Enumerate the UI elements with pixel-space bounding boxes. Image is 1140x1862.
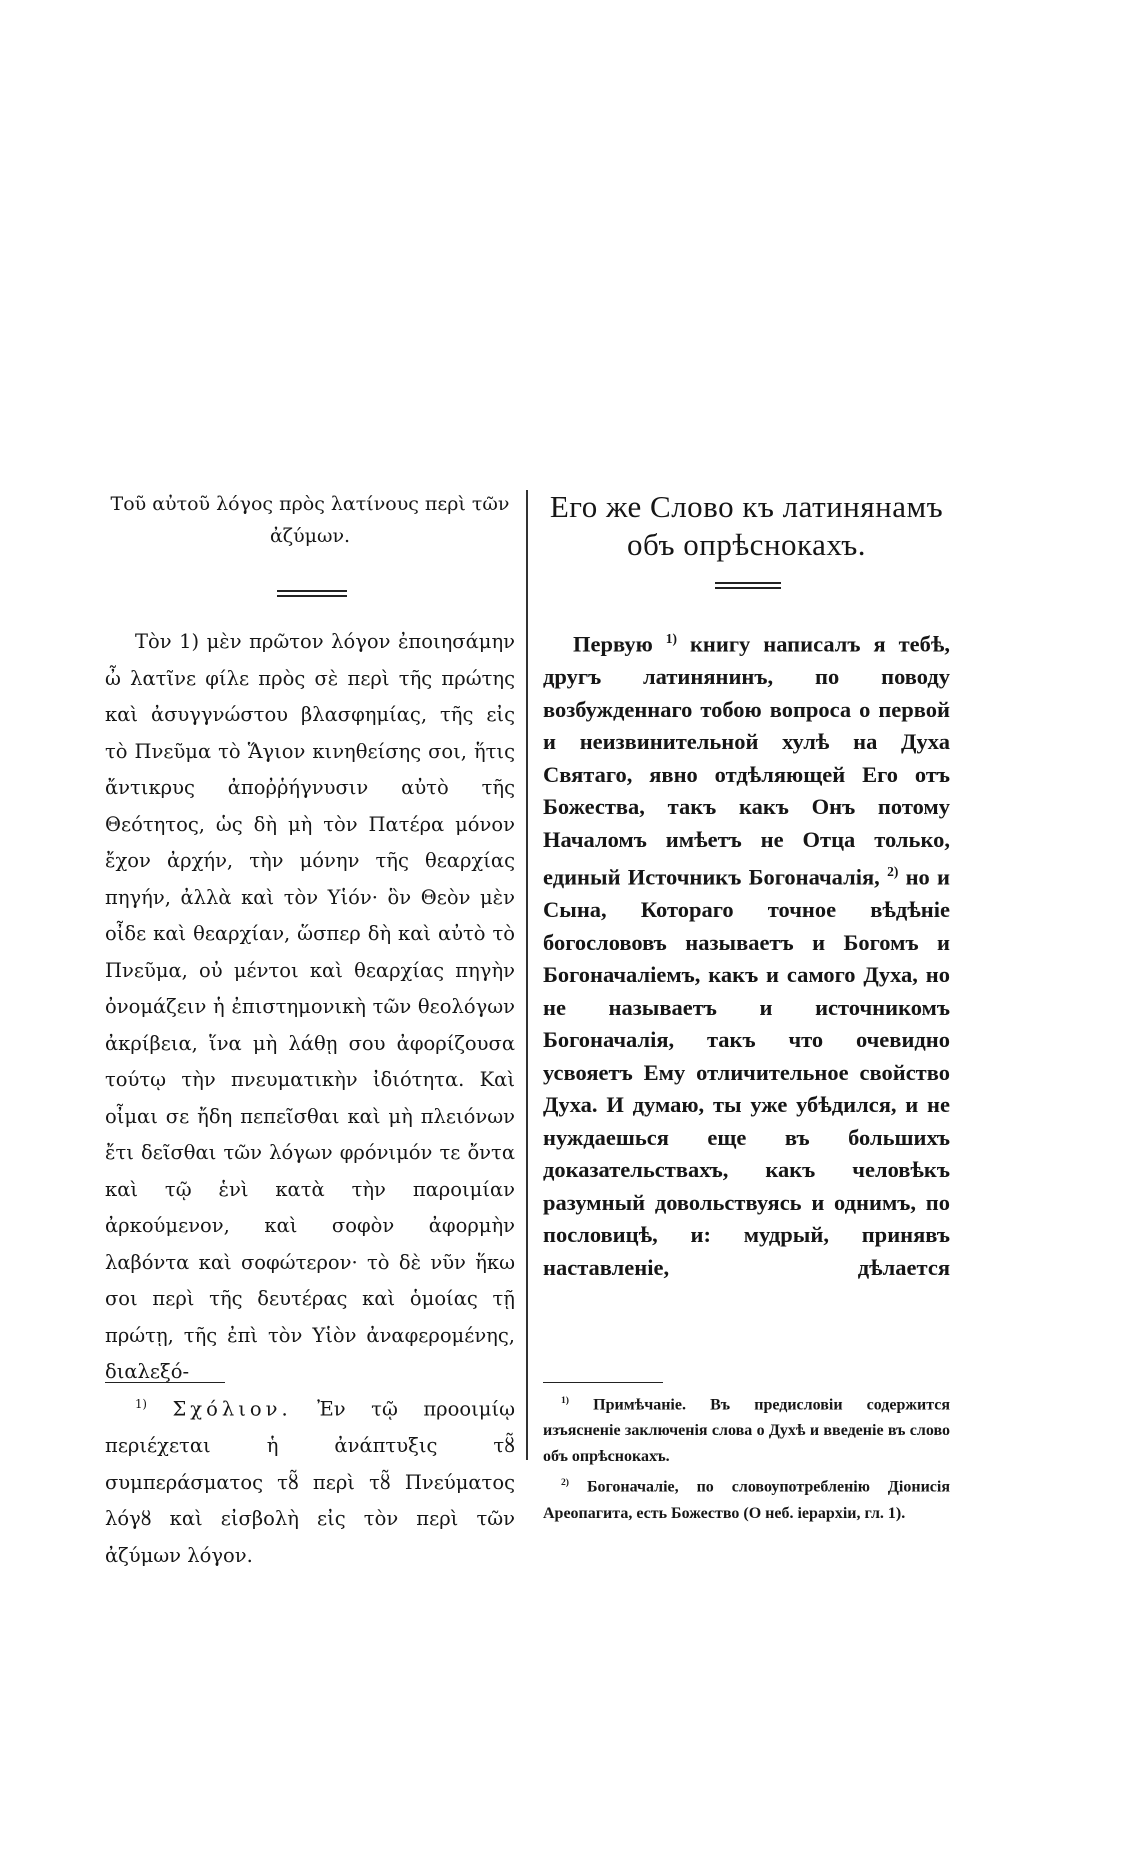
greek-title-double-rule [277, 590, 347, 597]
russian-footnote-1 [543, 1388, 950, 1470]
russian-body-part2: но и Сына, Котораго точное вѣдѣніе богослововъ называетъ и Богомъ и Богоначаліемъ, какъ и самого Духа, но не называетъ и источникомъ Богоначалія, такъ что очевидно усвояетъ Ему отличительное свойство Духа. И думаю, ты уже убѣдился, и не нуждаешься еще въ большихъ доказательствахъ, какъ человѣкъ разумный довольствуясь и однимъ, по пословицѣ, и: мудрый, принявъ наставленіе, дѣлается [543, 864, 951, 1280]
russian-footnotes [543, 1388, 950, 1527]
russian-title-double-rule [715, 582, 781, 589]
greek-footnote [105, 1386, 515, 1574]
russian-footnote-ref-1: 1) [665, 631, 678, 646]
russian-title: Его же Слово къ латинянамъ объ опрѣснокахъ. [549, 489, 944, 562]
russian-body-text [543, 623, 950, 1284]
russian-body-start: Первую [573, 631, 653, 657]
greek-footnote-marker: 1) [135, 1397, 147, 1411]
greek-body-text [105, 624, 515, 1391]
russian-footnote-1-marker: 1) [561, 1395, 569, 1406]
greek-footnote-text: Ἐν τῷ προοιμίῳ περιέχεται ἡ ἀνάπτυξις τȣ̃ συμπεράσματος τȣ̃ περὶ τȣ̃ Πνεύματος λόγȣ καὶ εἰσβολὴ εἰς τὸν περὶ τῶν ἀζύμων λόγον. [105, 1397, 515, 1567]
column-divider [526, 490, 528, 1460]
greek-title: Τοῦ αὐτοῦ λόγος πρὸς λατίνους περὶ τῶν ἀζύμων. [110, 493, 510, 547]
russian-body-part1: книгу написалъ я тебѣ, другъ латинянинъ, по поводу возбужденнаго тобою вопроса о первой и неизвинительной хулѣ на Духа Святаго, явно отдѣляющей Его отъ Божества, такъ какъ Онъ потому Началомъ имѣетъ не Отца только, единый Источникъ Богоначалія, [543, 631, 950, 890]
greek-body-rest: μὲν πρῶτον λόγον ἐποιησάμην ὦ λατῖνε φίλε πρὸς σὲ περὶ τῆς πρώτης καὶ ἀσυγγνώστου βλασφημίας, τῆς εἰς τὸ Πνεῦμα τὸ Ἅγιον κινηθείσης σοι, ἥτις ἄντικρυς ἀποῤῥήγνυσιν αὐτὸ τῆς Θεότητος, ὡς δὴ μὴ τὸν Πατέρα μόνον ἔχον ἀρχήν, τὴν μόνην τῆς θεαρχίας πηγήν, ἀλλὰ καὶ τὸν Υἱόν· ὃν Θεὸν μὲν οἶδε καὶ θεαρχίαν, ὥσπερ δὴ καὶ αὐτὸ τὸ Πνεῦμα, οὐ μέντοι καὶ θεαρχίας πηγὴν ὀνομάζειν ἡ ἐπιστημονικὴ τῶν θεολόγων ἀκρίβεια, ἵνα μὴ λάθῃ σου ἀφορίζουσα τούτῳ τὴν πνευματικὴν ἰδιότητα. Καὶ οἶμαι σε ἤδη πεπεῖσθαι καὶ μὴ πλειόνων ἔτι δεῖσθαι τῶν λόγων φρόνιμόν τε ὄντα καὶ τῷ ἑνὶ κατὰ τὴν παροιμίαν ἀρκούμενον, καὶ σοφὸν ἀφορμὴν λαβόντα καὶ σοφώτερον· τὸ δὲ νῦν ἥκω σοι περὶ τῆς δευτέρας καὶ ὁμοίας τῇ πρώτῃ, τῆς ἐπὶ τὸν Υἱὸν ἀναφερομένης, διαλεξό- [105, 630, 515, 1383]
russian-footnote-2 [543, 1470, 950, 1526]
russian-footnote-2-marker: 2) [561, 1477, 569, 1489]
russian-footnote-1-text: Въ предисловіи содержится изъясненіе заключенія слова о Духѣ и введеніе въ слово объ опрѣснокахъ. [543, 1396, 951, 1466]
russian-footnote-ref-2: 2) [887, 864, 899, 879]
greek-body-start: Τὸν [135, 630, 172, 653]
greek-footnote-label: Σχόλιον. [172, 1397, 292, 1421]
russian-footnote-2-text: Богоначаліе, по словоупотребленію Діонисія Ареопагита, есть Божество (О неб. іерархіи, гл. 1). [543, 1478, 950, 1522]
russian-footnote-rule [543, 1382, 663, 1383]
greek-footnote-rule [105, 1382, 225, 1383]
russian-footnote-1-label: Примѣчаніе. [593, 1396, 686, 1414]
greek-footnote-ref: 1) [179, 630, 200, 653]
